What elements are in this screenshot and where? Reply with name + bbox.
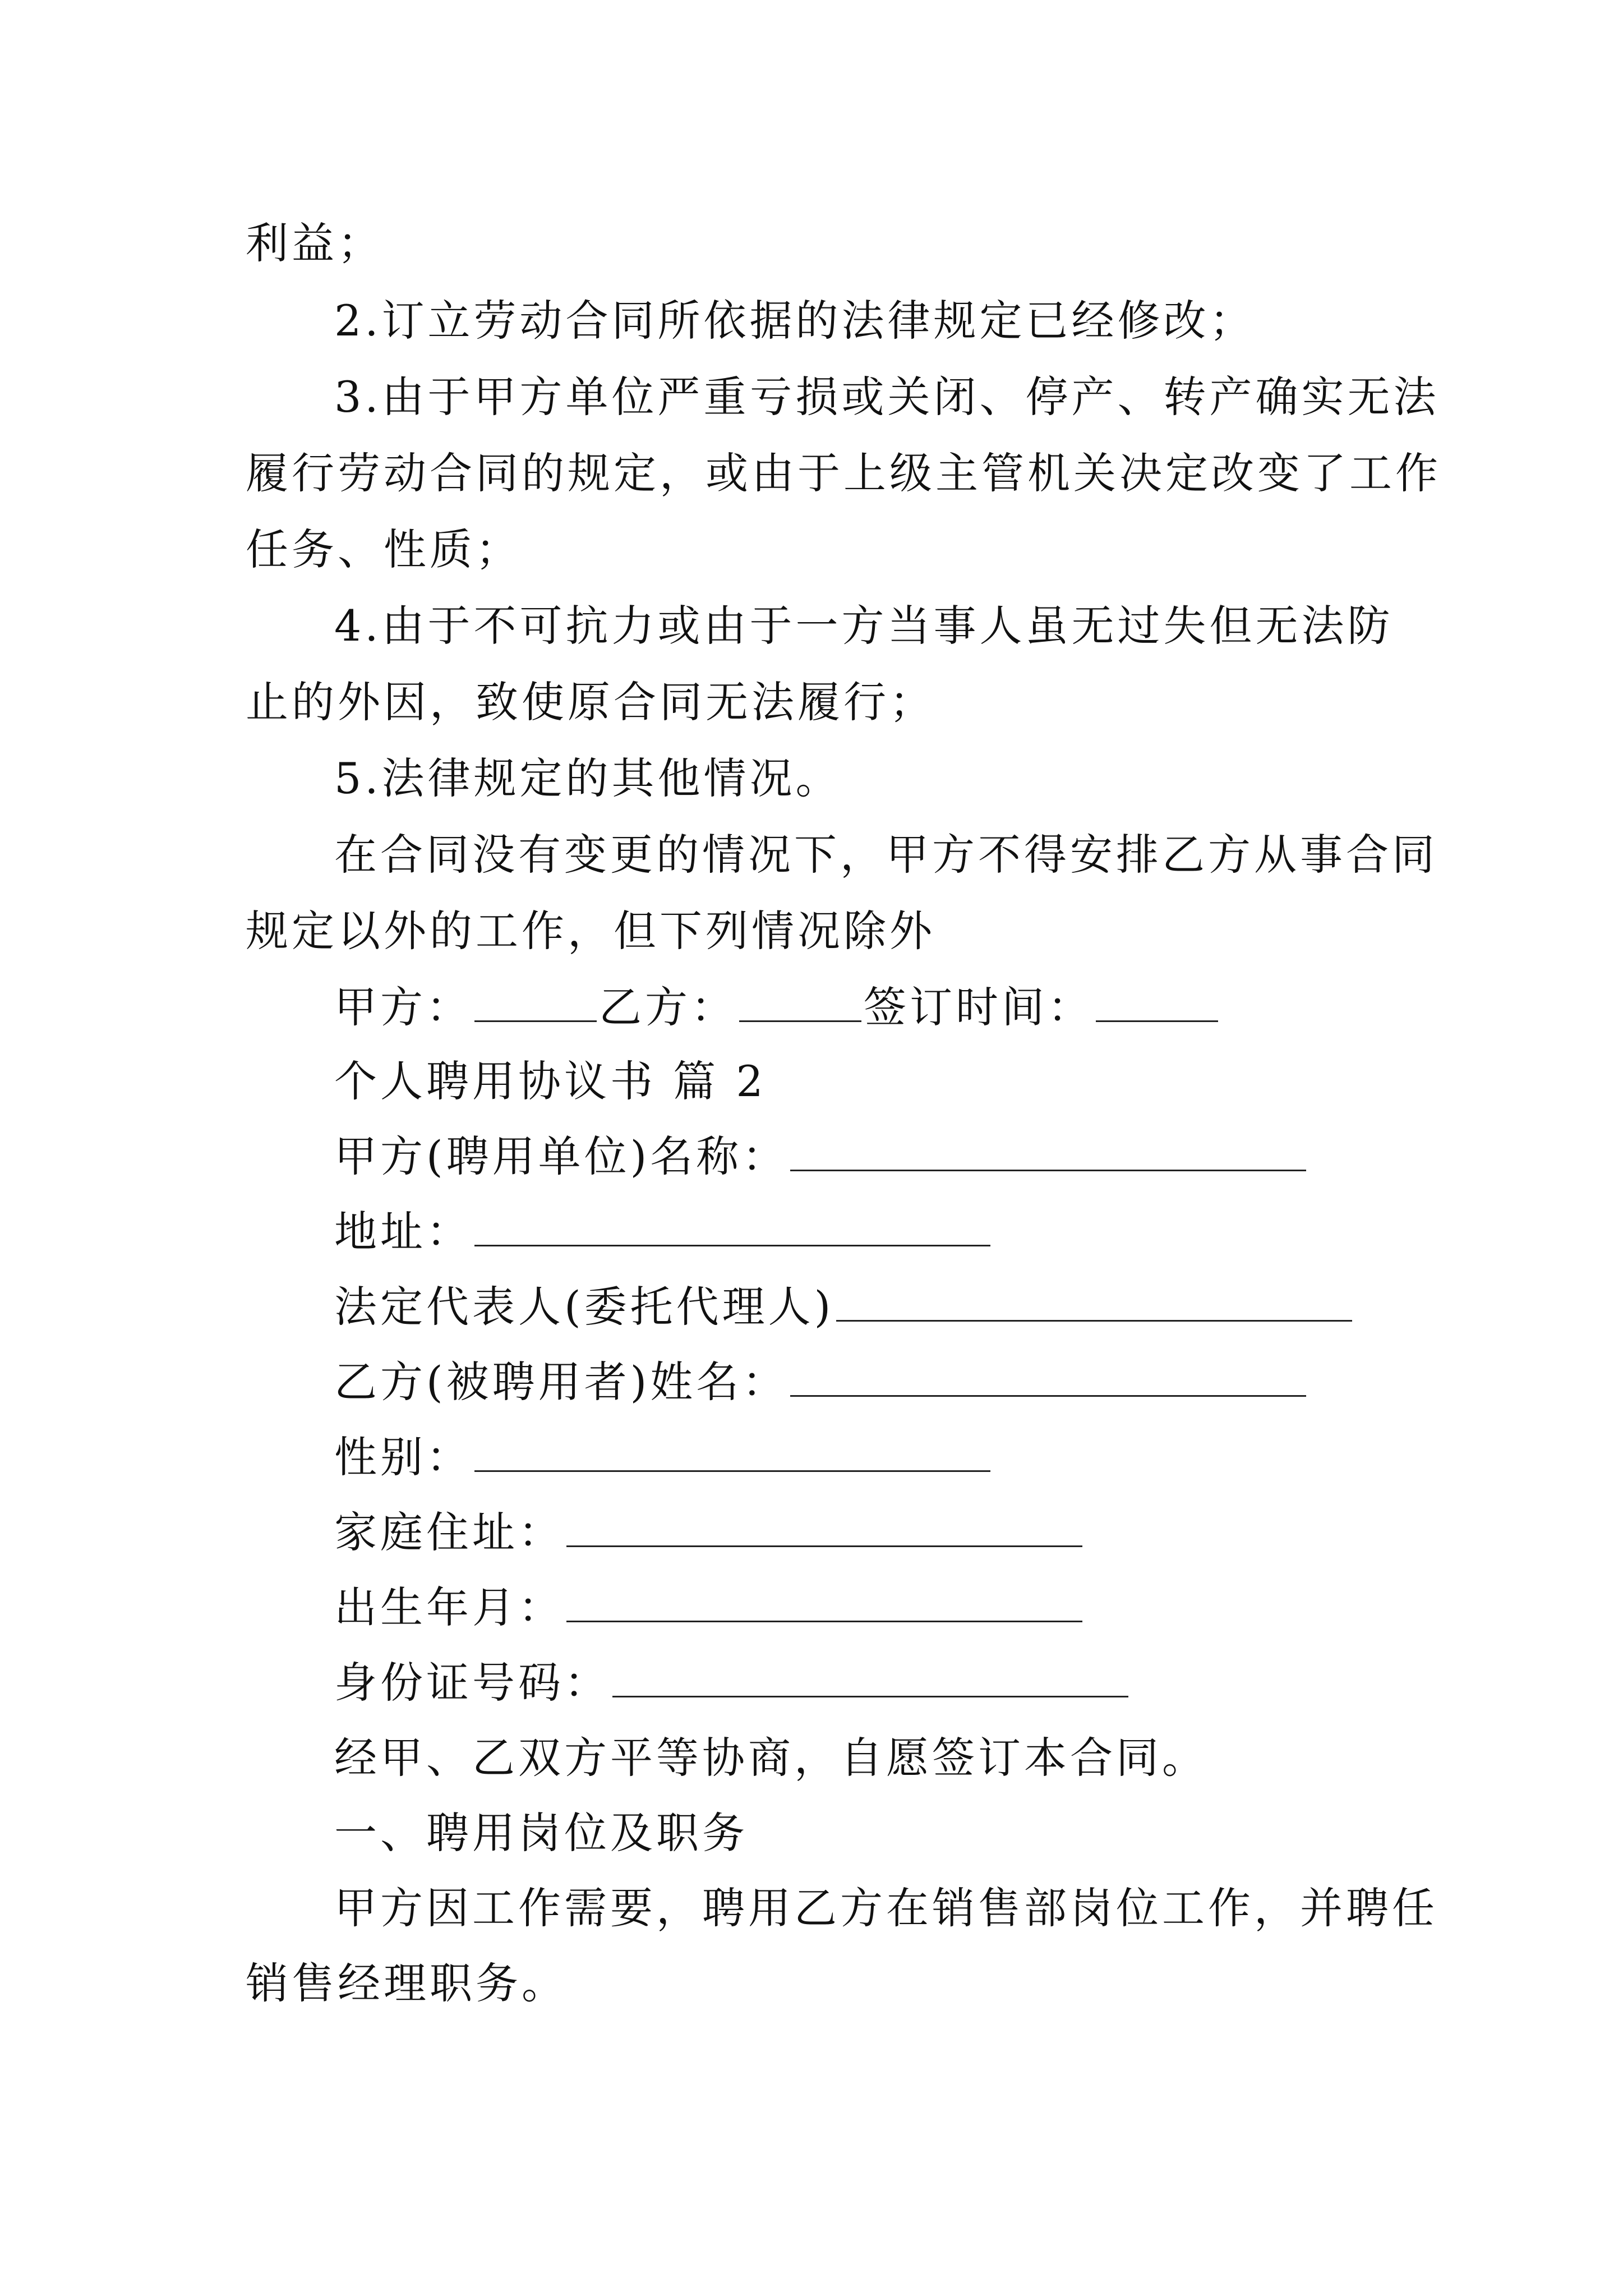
field-gender [334, 1429, 993, 1485]
party-a-label: 甲方： [334, 982, 472, 1032]
body-line: 止的外因，致使原合同无法履行； [246, 677, 935, 727]
signature-row [334, 979, 1220, 1036]
field-label: 出生年月： [334, 1582, 564, 1632]
field-blank[interactable] [566, 1581, 1082, 1622]
field-id-number [334, 1655, 1131, 1711]
field-legal-representative [334, 1279, 1354, 1335]
party-a-blank[interactable] [474, 981, 597, 1022]
body-line: 甲方因工作需要，聘用乙方在销售部岗位工作，并聘任 [334, 1883, 1438, 1933]
field-label: 性别： [334, 1432, 472, 1482]
party-b-blank[interactable] [739, 981, 861, 1022]
body-line: 在合同没有变更的情况下，甲方不得安排乙方从事合同 [334, 830, 1438, 880]
body-line: 4.由于不可抗力或由于一方当事人虽无过失但无法防 [334, 601, 1394, 651]
field-address [334, 1204, 993, 1260]
field-label: 甲方(聘用单位)名称： [334, 1131, 789, 1181]
field-blank[interactable] [836, 1281, 1352, 1322]
party-b-label: 乙方： [599, 982, 737, 1032]
field-birth-date [334, 1580, 1085, 1636]
field-blank[interactable] [790, 1130, 1306, 1171]
field-blank[interactable] [474, 1205, 990, 1246]
field-label: 身份证号码： [334, 1658, 610, 1708]
clause-heading: 一、聘用岗位及职务 [334, 1808, 748, 1858]
field-label: 地址： [334, 1207, 472, 1257]
section-heading: 个人聘用协议书 篇 2 [334, 1056, 767, 1106]
field-blank[interactable] [612, 1657, 1128, 1697]
field-label: 法定代表人(委托代理人) [334, 1282, 834, 1332]
field-employer-name [334, 1129, 1308, 1185]
body-line: 履行劳动合同的规定，或由于上级主管机关决定改变了工作 [246, 448, 1441, 498]
body-line: 2.订立劳动合同所依据的法律规定已经修改； [334, 296, 1256, 346]
field-label: 乙方(被聘用者)姓名： [334, 1357, 789, 1407]
body-line: 利益； [246, 218, 384, 268]
field-home-address [334, 1504, 1085, 1561]
body-line: 3.由于甲方单位严重亏损或关闭、停产、转产确实无法 [334, 372, 1440, 422]
field-employee-name [334, 1354, 1308, 1410]
body-line: 5.法律规定的其他情况。 [334, 753, 842, 803]
body-line: 经甲、乙双方平等协商，自愿签订本合同。 [334, 1733, 1208, 1783]
field-blank[interactable] [790, 1356, 1306, 1397]
signed-time-label: 签订时间： [864, 982, 1094, 1032]
signed-time-blank[interactable] [1096, 981, 1218, 1022]
body-line: 规定以外的工作，但下列情况除外 [246, 906, 935, 956]
body-line: 销售经理职务。 [246, 1958, 568, 2008]
field-label: 家庭住址： [334, 1507, 564, 1557]
body-line: 任务、性质； [246, 524, 522, 574]
field-blank[interactable] [566, 1506, 1082, 1547]
field-blank[interactable] [474, 1431, 990, 1472]
